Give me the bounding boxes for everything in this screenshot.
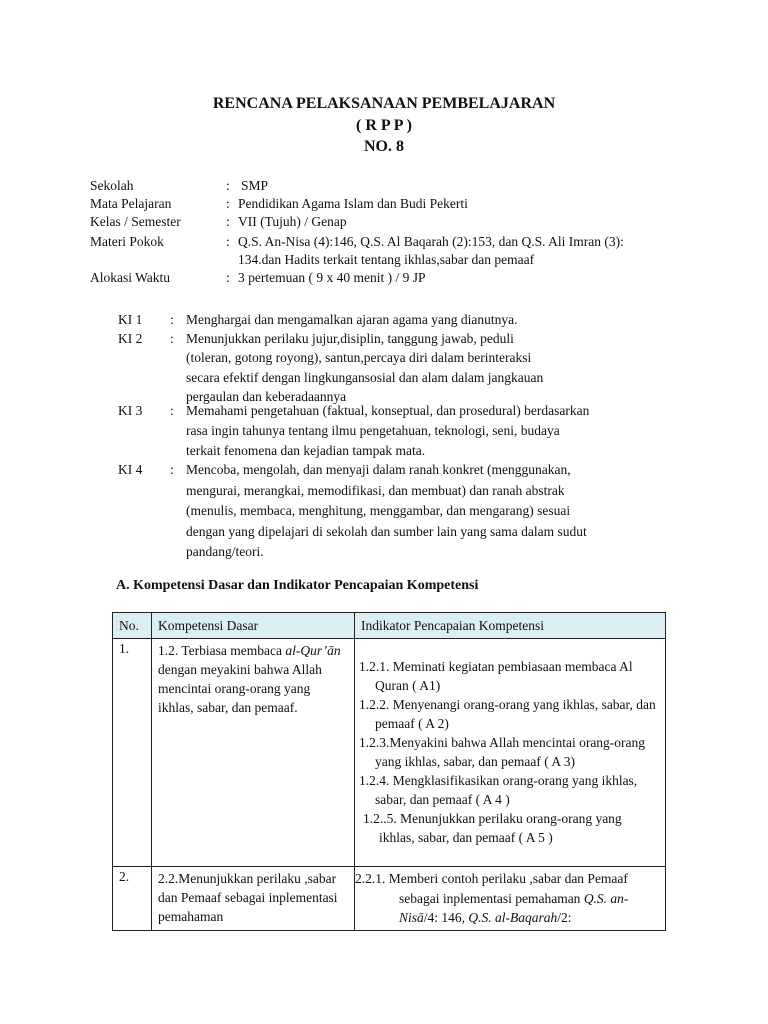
colon: : — [226, 178, 230, 193]
identity-value: Q.S. An-Nisa (4):146, Q.S. Al Baqarah (2):153, dan Q.S. Ali Imran (3): — [238, 234, 624, 249]
colon: : — [170, 312, 174, 327]
identity-value: SMP — [241, 178, 269, 193]
ki-line: Menunjukkan perilaku jujur,disiplin, tanggung jawab, peduli — [186, 331, 514, 346]
indicator-text: /2: — [557, 910, 572, 925]
kd-text: 1.2. Terbiasa membaca — [158, 643, 286, 658]
identity-value: 134.dan Hadits terkait tentang ikhlas,sabar dan pemaaf — [238, 252, 535, 267]
indicator-cell — [355, 639, 666, 867]
column-header: No. — [113, 613, 152, 639]
ki-line: secara efektif dengan lingkungansosial dan alam dalam jangkauan — [186, 369, 544, 385]
ki-line: Mencoba, mengolah, dan menyaji dalam ranah konkret (menggunakan, — [186, 462, 571, 477]
ki-line: (toleran, gotong royong), santun,percaya diri dalam berinteraksi — [186, 350, 532, 366]
indicator-item: 1.2..5. Menunjukkan perilaku orang-orang yang ikhlas, sabar, dan pemaaf ( A 5 ) — [363, 811, 622, 845]
column-header: Indikator Pencapaian Kompetensi — [355, 613, 666, 639]
table-row — [113, 867, 666, 931]
ki-text — [186, 310, 656, 329]
indicator-text-italic: Q.S. an-Nisā — [399, 890, 629, 925]
column-header: Kompetensi Dasar — [152, 613, 355, 639]
colon: : — [226, 270, 230, 285]
colon: : — [226, 234, 230, 249]
section-heading: A. Kompetensi Dasar dan Indikator Pencapaian Kompetensi — [116, 578, 479, 593]
identity-value: Pendidikan Agama Islam dan Budi Pekerti — [238, 196, 468, 211]
ki-text — [186, 460, 666, 563]
identity-label: Kelas / Semester — [90, 214, 181, 229]
indicator-item: 1.2.4. Mengklasifikasikan orang-orang yang ikhlas, sabar, dan pemaaf ( A 4 ) — [359, 773, 638, 807]
row-number: 1. — [113, 639, 152, 867]
ki-line: pandang/teori. — [186, 544, 264, 559]
kd-text-italic: al-Qur’ān — [285, 643, 341, 658]
identity-label: Sekolah — [90, 178, 134, 193]
kd-text: dengan meyakini bahwa Allah mencintai orang-orang yang ikhlas, sabar, dan pemaaf. — [158, 662, 322, 715]
ki-code: KI 3 — [118, 403, 143, 418]
competency-table — [112, 612, 666, 931]
colon: : — [226, 214, 230, 229]
colon: : — [170, 403, 174, 418]
ki-line: dengan yang dipelajari di sekolah dan sumber lain yang sama dalam sudut — [186, 523, 587, 539]
table-row — [113, 639, 666, 867]
kd-cell — [152, 639, 355, 867]
indicator-text: 2.2.1. Memberi contoh perilaku ,sabar dan Pemaaf sebagai inplementasi pemahaman — [355, 871, 628, 906]
ki-line: pergaulan dan keberadaannya — [186, 388, 347, 404]
indicator-text: /4: 146, — [423, 910, 469, 925]
kd-cell: 2.2.Menunjukkan perilaku ,sabar dan Pemaaf sebagai inplementasi pemahaman — [152, 867, 355, 931]
colon: : — [226, 196, 230, 211]
ki-code: KI 1 — [118, 312, 143, 327]
ki-line: mengurai, merangkai, memodifikasi, dan membuat) dan ranah abstrak — [186, 482, 565, 498]
indicator-item: 1.2.1. Meminati kegiatan pembiasaan membaca Al Quran ( A1) — [359, 659, 633, 693]
ki-code: KI 2 — [118, 331, 143, 346]
identity-value: VII (Tujuh) / Genap — [238, 214, 347, 229]
ki-line: Menghargai dan mengamalkan ajaran agama yang dianutnya. — [186, 312, 518, 327]
ki-code: KI 4 — [118, 462, 143, 477]
identity-label: Mata Pelajaran — [90, 196, 172, 211]
identity-label: Materi Pokok — [90, 234, 164, 249]
ki-line: (menulis, membaca, menghitung, menggambar, dan mengarang) sesuai — [186, 503, 571, 518]
indicator-item: 1.2.2. Menyenangi orang-orang yang ikhlas, sabar, dan pemaaf ( A 2) — [359, 697, 656, 731]
ki-text — [186, 329, 656, 406]
identity-label: Alokasi Waktu — [90, 270, 171, 285]
document-title: RENCANA PELAKSANAAN PEMBELAJARAN — [212, 95, 556, 112]
indicator-cell — [355, 867, 666, 931]
table-header-row — [113, 613, 666, 639]
colon: : — [170, 462, 174, 477]
indicator-item — [355, 869, 661, 928]
identity-value: 3 pertemuan ( 9 x 40 menit ) / 9 JP — [238, 270, 426, 285]
document-subtitle: ( R P P ) — [356, 117, 412, 134]
row-number: 2. — [113, 867, 152, 931]
indicator-text-italic: Q.S. al-Baqarah — [468, 910, 558, 925]
indicator-item: 1.2.3.Menyakini bahwa Allah mencintai orang-orang yang ikhlas, sabar, dan pemaaf ( A 3) — [359, 735, 646, 769]
ki-line: rasa ingin tahunya tentang ilmu pengetahuan, teknologi, seni, budaya — [186, 423, 560, 438]
ki-text — [186, 401, 666, 461]
ki-line: Memahami pengetahuan (faktual, konseptual, dan prosedural) berdasarkan — [186, 403, 590, 418]
colon: : — [170, 331, 174, 346]
document-number: NO. 8 — [364, 138, 404, 155]
ki-line: terkait fenomena dan kejadian tampak mata. — [186, 443, 426, 458]
